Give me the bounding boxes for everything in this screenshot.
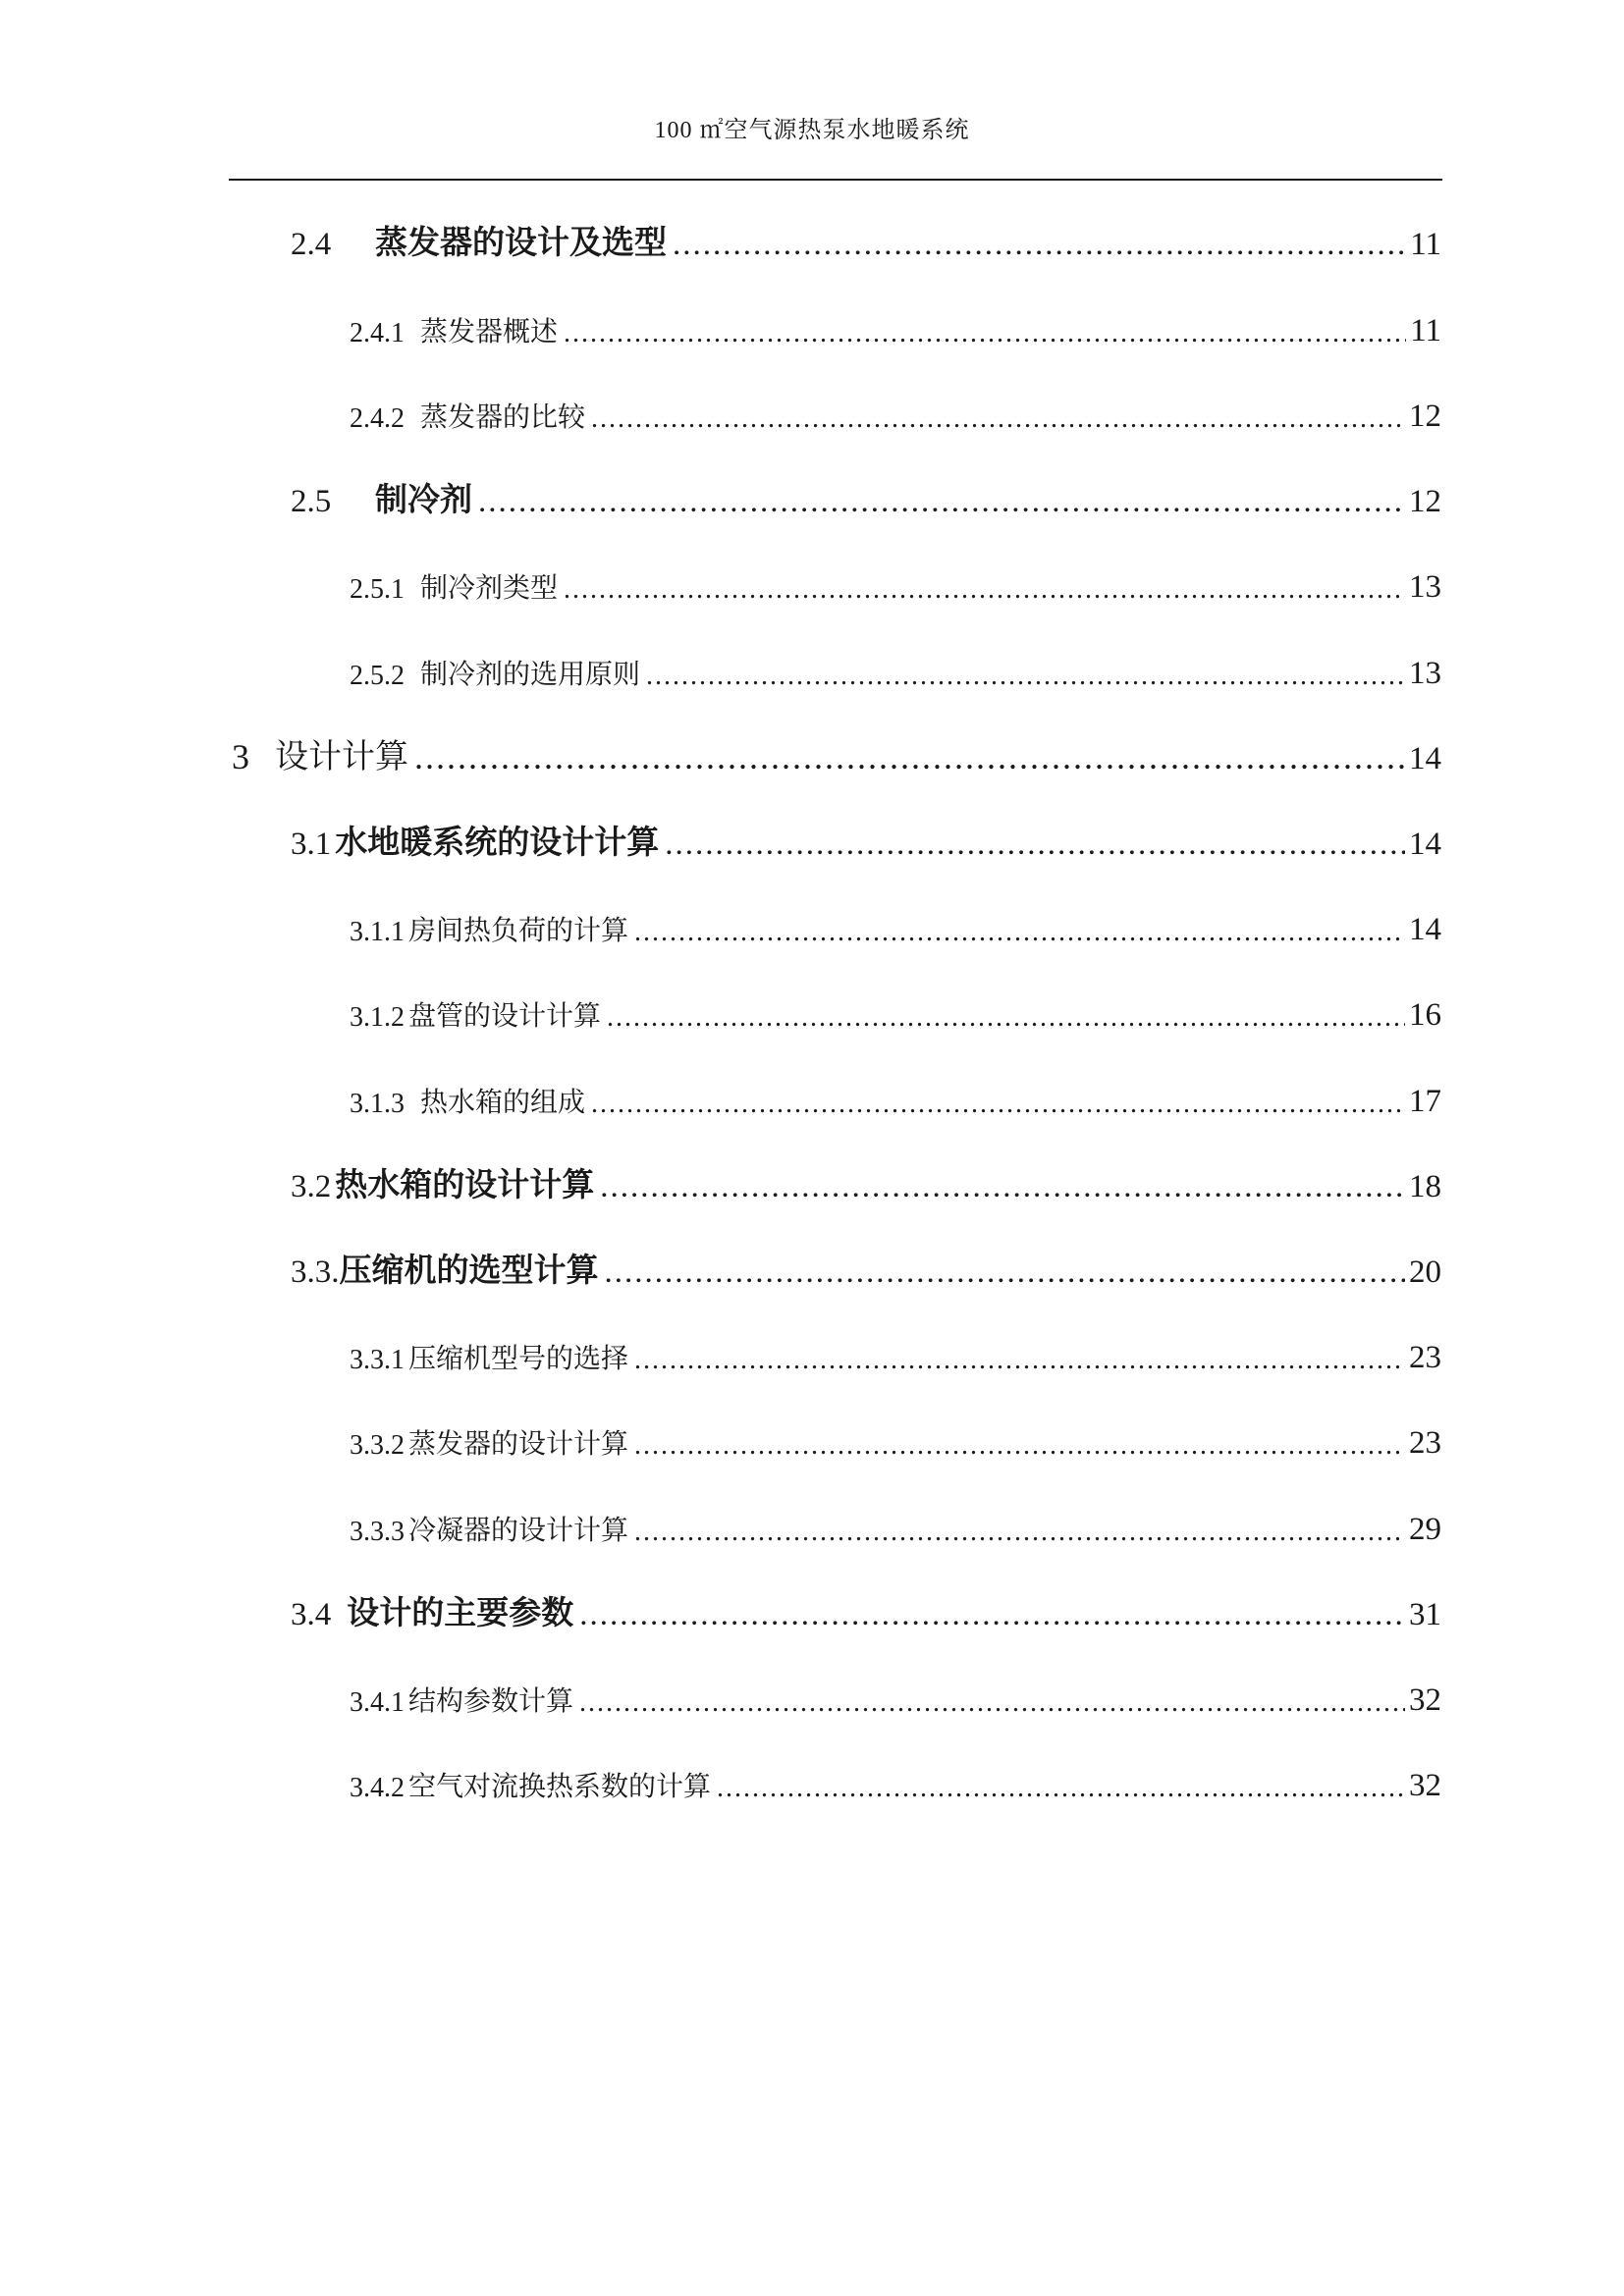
toc-leader-dots — [478, 484, 1405, 520]
toc-entry-3-1[interactable] — [291, 814, 1441, 863]
toc-entry-3[interactable] — [232, 728, 1441, 777]
toc-entry-3-4[interactable] — [291, 1584, 1441, 1633]
toc-number: 3.4.1 — [350, 1687, 405, 1718]
toc-number: 3.3. — [291, 1255, 340, 1290]
toc-page-number: 20 — [1409, 1255, 1441, 1290]
toc-number: 3.1.1 — [350, 917, 405, 947]
toc-page-number: 29 — [1409, 1512, 1441, 1547]
toc-leader-dots — [673, 227, 1406, 263]
toc-page-number: 23 — [1409, 1340, 1441, 1375]
toc-page-number: 11 — [1410, 313, 1441, 348]
toc-number: 3.1.2 — [350, 1002, 405, 1033]
toc-number: 2.5.2 — [350, 661, 405, 691]
toc-page-number: 12 — [1409, 399, 1441, 434]
toc-title: 蒸发器的设计及选型 — [375, 223, 667, 261]
toc-page-number: 11 — [1410, 227, 1441, 262]
toc-entry-2-5-2[interactable] — [350, 643, 1441, 692]
toc-entry-3-3-3[interactable] — [350, 1499, 1441, 1548]
toc-leader-dots — [646, 661, 1405, 692]
toc-leader-dots — [579, 1687, 1405, 1719]
toc-entry-2-4-2[interactable] — [350, 386, 1441, 435]
toc-entry-3-4-1[interactable] — [350, 1670, 1441, 1719]
toc-entry-3-1-3[interactable] — [350, 1071, 1441, 1120]
toc-leader-dots — [591, 1089, 1405, 1120]
toc-title: 蒸发器的比较 — [420, 400, 586, 433]
toc-leader-dots — [591, 403, 1405, 435]
toc-number: 2.5 — [291, 484, 332, 519]
toc-leader-dots — [717, 1773, 1405, 1804]
toc-entry-3-1-2[interactable] — [350, 985, 1441, 1034]
toc-page-number: 13 — [1409, 656, 1441, 691]
toc-entry-2-5-1[interactable] — [350, 557, 1441, 606]
toc-entry-3-4-2[interactable] — [350, 1755, 1441, 1804]
toc-title: 制冷剂 — [375, 480, 472, 518]
toc-title: 制冷剂的选用原则 — [420, 658, 641, 690]
toc-title: 制冷剂类型 — [420, 571, 559, 604]
toc-title: 空气对流换热系数的计算 — [408, 1770, 712, 1802]
toc-leader-dots — [579, 1597, 1405, 1633]
toc-title: 设计的主要参数 — [347, 1593, 574, 1631]
toc-number: 3.1.3 — [350, 1089, 405, 1119]
toc-leader-dots — [600, 1169, 1405, 1205]
toc-title: 蒸发器的设计计算 — [408, 1427, 629, 1460]
toc-number: 2.4 — [291, 227, 332, 262]
toc-entry-3-1-1[interactable] — [350, 899, 1441, 948]
toc-page-number: 18 — [1409, 1169, 1441, 1204]
toc-number: 3.3.2 — [350, 1430, 405, 1461]
toc-leader-dots — [665, 827, 1405, 863]
toc-leader-dots — [564, 574, 1405, 606]
running-header: 100 ㎡空气源热泵水地暖系统 — [654, 118, 970, 143]
toc-title: 冷凝器的设计计算 — [408, 1514, 629, 1546]
toc-title: 热水箱的组成 — [420, 1086, 586, 1118]
toc-title: 压缩机的选型计算 — [339, 1251, 599, 1289]
toc-title: 热水箱的设计计算 — [335, 1165, 595, 1203]
toc-number: 3.3.1 — [350, 1345, 405, 1375]
toc-number: 3.2 — [291, 1169, 332, 1204]
toc-title: 压缩机型号的选择 — [408, 1342, 629, 1374]
toc-page-number: 14 — [1409, 741, 1441, 776]
toc-number: 2.4.2 — [350, 403, 405, 434]
toc-number: 3.1 — [291, 827, 332, 862]
toc-page-number: 23 — [1409, 1425, 1441, 1461]
toc-leader-dots — [414, 736, 1405, 777]
toc-title: 盘管的设计计算 — [408, 999, 602, 1032]
toc-page-number: 16 — [1409, 997, 1441, 1033]
toc-page-number: 17 — [1409, 1084, 1441, 1119]
toc-entry-3-3-2[interactable] — [350, 1413, 1441, 1462]
toc-number: 3.4.2 — [350, 1773, 405, 1803]
toc-entry-3-2[interactable] — [291, 1156, 1441, 1205]
toc-number: 3.4 — [291, 1597, 332, 1632]
toc-entry-3-3[interactable] — [291, 1242, 1441, 1291]
toc-title: 蒸发器概述 — [420, 315, 559, 347]
toc-number: 3.3.3 — [350, 1517, 405, 1547]
toc-number: 2.4.1 — [350, 318, 405, 348]
toc-page-number: 31 — [1409, 1597, 1441, 1632]
toc-page-number: 14 — [1409, 827, 1441, 862]
toc-page-number: 13 — [1409, 569, 1441, 605]
toc-page-number: 12 — [1409, 484, 1441, 519]
toc-page-number: 32 — [1409, 1682, 1441, 1718]
toc-number: 2.5.1 — [350, 574, 405, 605]
toc-title: 设计计算 — [275, 737, 408, 776]
toc-title: 结构参数计算 — [408, 1684, 574, 1717]
toc-page-number: 14 — [1409, 912, 1441, 947]
toc-title: 房间热负荷的计算 — [408, 914, 629, 946]
toc-entry-2-4[interactable] — [291, 214, 1441, 263]
toc-entry-2-4-1[interactable] — [350, 300, 1441, 349]
toc-leader-dots — [634, 1430, 1405, 1462]
toc-page-number: 32 — [1409, 1768, 1441, 1803]
toc-number: 3 — [232, 737, 249, 776]
toc-leader-dots — [634, 1345, 1405, 1376]
toc-leader-dots — [607, 1002, 1405, 1034]
toc-leader-dots — [564, 318, 1406, 349]
toc-leader-dots — [605, 1255, 1406, 1291]
toc-leader-dots — [634, 1517, 1405, 1548]
toc-entry-3-3-1[interactable] — [350, 1327, 1441, 1376]
toc-title: 水地暖系统的设计计算 — [335, 823, 660, 861]
toc-leader-dots — [634, 917, 1405, 948]
toc-entry-2-5[interactable] — [291, 471, 1441, 520]
